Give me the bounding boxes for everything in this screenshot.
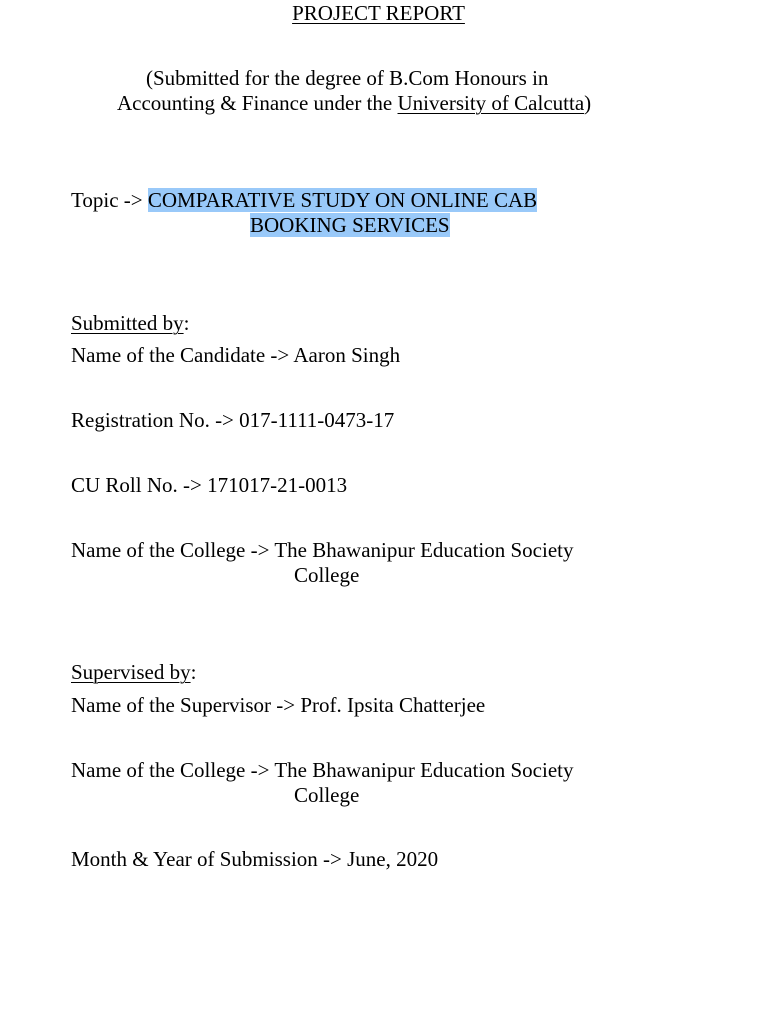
degree-line-2 <box>117 91 591 116</box>
supervised-by-heading-text: Supervised by <box>71 660 191 684</box>
cu-roll-number: CU Roll No. -> 171017-21-0013 <box>71 473 348 497</box>
degree-line-2-prefix: Accounting & Finance under the <box>117 91 398 115</box>
candidate-name: Name of the Candidate -> Aaron Singh <box>71 343 401 367</box>
topic-title-line-2[interactable]: BOOKING SERVICES <box>250 213 450 237</box>
report-title-text: PROJECT REPORT <box>292 1 465 25</box>
supervised-by-heading <box>71 660 196 685</box>
candidate-college-line-2: College <box>294 563 360 587</box>
degree-line-1: (Submitted for the degree of B.Com Honours in <box>146 66 549 90</box>
submission-date: Month & Year of Submission -> June, 2020 <box>71 847 439 871</box>
submitted-by-colon: : <box>183 311 190 335</box>
degree-line-2-suffix: ) <box>584 91 592 115</box>
supervisor-college-line-1: Name of the College -> The Bhawanipur Education Society <box>71 758 574 782</box>
supervisor-college-line-2: College <box>294 783 360 807</box>
supervised-by-colon: : <box>190 660 197 684</box>
topic-line-2 <box>250 213 450 238</box>
topic-title-line-1[interactable]: COMPARATIVE STUDY ON ONLINE CAB <box>147 188 538 212</box>
submitted-by-heading <box>71 311 189 336</box>
candidate-college-line-1: Name of the College -> The Bhawanipur Education Society <box>71 538 574 562</box>
supervisor-name: Name of the Supervisor -> Prof. Ipsita Chatterjee <box>71 693 486 717</box>
submitted-by-heading-text: Submitted by <box>71 311 184 335</box>
university-name: University of Calcutta <box>397 91 585 115</box>
registration-number: Registration No. -> 017-1111-0473-17 <box>71 408 395 432</box>
report-title <box>0 1 757 26</box>
topic-label: Topic -> <box>71 188 148 212</box>
topic-line-1 <box>71 188 537 213</box>
